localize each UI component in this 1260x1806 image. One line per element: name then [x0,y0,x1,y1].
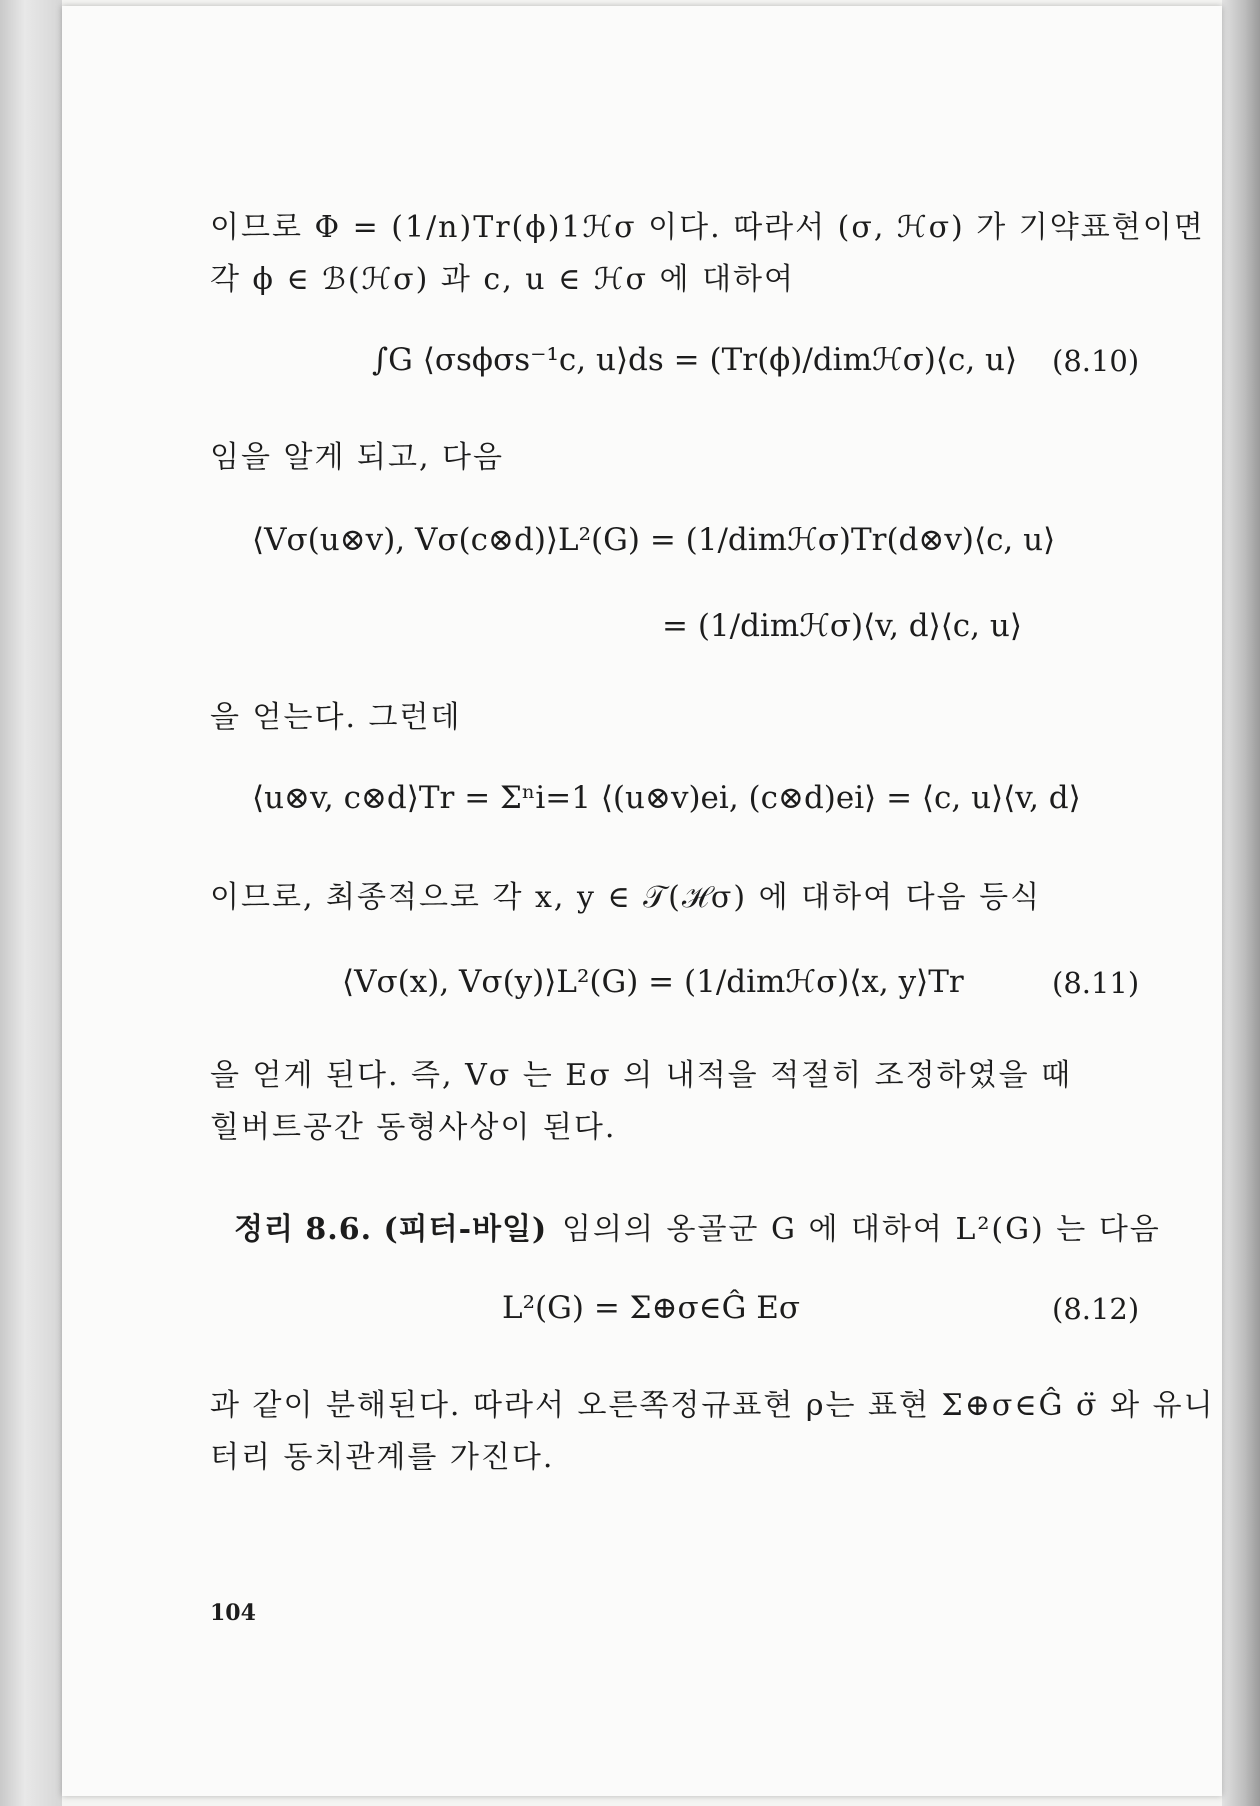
text-line-9: 터리 동치관계를 가진다. [210,1440,555,1475]
book-edge-right [1222,0,1260,1806]
equation-inner-product-line-2: = (1/dimℋσ)⟨v, d⟩⟨c, u⟩ [662,608,1022,644]
text-line-8: 과 같이 분해된다. 따라서 오른쪽정규표현 ρ는 표현 Σ⊕σ∈Ĝ σ̈ 와 유니 [210,1388,1215,1423]
book-page [62,6,1222,1796]
equation-8-12: L²(G) = Σ⊕σ∈Ĝ Eσ [502,1290,801,1326]
text-line-7: 힐버트공간 동형사상이 된다. [210,1110,617,1145]
theorem-text: 임의의 옹골군 G 에 대하여 L²(G) 는 다음 [562,1212,1161,1247]
equation-trace-inner-product: ⟨u⊗v, c⊗d⟩Tr = Σⁿi=1 ⟨(u⊗v)ei, (c⊗d)ei⟩ = ⟨c, u⟩⟨v, d⟩ [252,780,1081,816]
text-line-1: 이므로 Φ = (1/n)Tr(ϕ)1ℋσ 이다. 따라서 (σ, ℋσ) 가 기약표현이면 [210,210,1205,245]
text-line-3: 임을 알게 되고, 다음 [210,440,504,475]
equation-number-8-11: (8.11) [1052,966,1140,1000]
equation-number-8-10: (8.10) [1052,344,1140,378]
text-line-4: 을 얻는다. 그런데 [210,700,462,735]
equation-8-11: ⟨Vσ(x), Vσ(y)⟩L²(G) = (1/dimℋσ)⟨x, y⟩Tr [342,964,964,1000]
text-line-6: 을 얻게 된다. 즉, Vσ 는 Eσ 의 내적을 적절히 조정하였을 때 [210,1058,1073,1093]
equation-8-10: ∫G ⟨σsϕσs⁻¹c, u⟩ds = (Tr(ϕ)/dimℋσ)⟨c, u⟩ [372,342,1018,378]
text-line-2: 각 ϕ ∈ ℬ(ℋσ) 과 c, u ∈ ℋσ 에 대하여 [210,262,796,297]
equation-number-8-12: (8.12) [1052,1292,1140,1326]
text-line-5: 이므로, 최종적으로 각 x, y ∈ 𝒯(ℋσ) 에 대하여 다음 등식 [210,880,1042,915]
equation-inner-product-line-1: ⟨Vσ(u⊗v), Vσ(c⊗d)⟩L²(G) = (1/dimℋσ)Tr(d⊗v)⟨c, u⟩ [252,522,1056,558]
page-number: 104 [210,1600,256,1626]
theorem-label: 정리 8.6. (피터-바일) [234,1212,548,1247]
book-edge-left [0,0,62,1806]
